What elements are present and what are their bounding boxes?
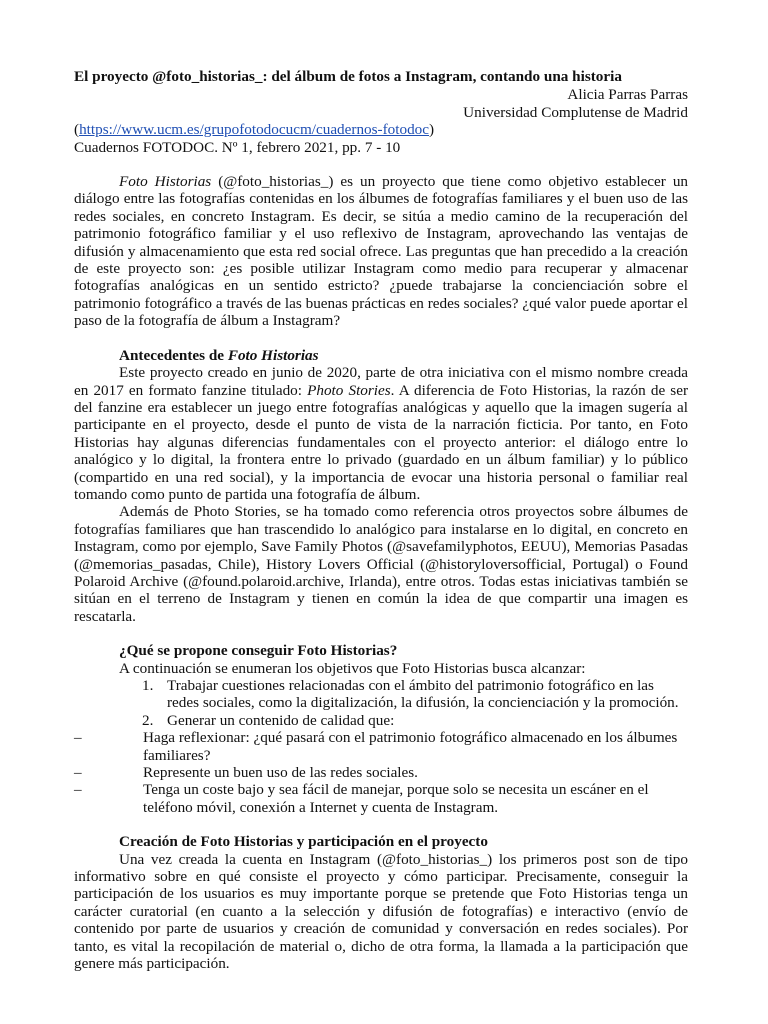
link-open-paren: ( — [74, 121, 80, 139]
author-name: Alicia Parras Parras — [567, 86, 688, 104]
spacer — [74, 816, 688, 833]
list-item-text: Generar un contenido de calidad que: — [167, 711, 395, 729]
list-dash: – — [74, 781, 82, 799]
list-dash: – — [74, 729, 82, 747]
intro-text: (@foto_historias_) es un proyecto que tiene como objetivo establecer un diálogo entre las fotografías contenidas en los álbumes de fotografías familiares y el buen uso de las redes sociales, en concreto Instagram. Es decir, se sitúa a medio camino de la recuperación del patrimonio fotográfico familiar y el uso reflexivo de Instagram, aprovechando las ventajas de difusión y almacenamiento que esta red social ofrece. Las preguntas que han precedido a la creación de este proyecto son: ¿es posible utilizar Instagram como medio para recuperar y almacenar fotografías analógicas en un sentido estricto? ¿puede trabajarse la concienciación sobre el patrimonio fotográfico a través de las buenas prácticas en redes sociales? ¿qué valor puede aportar el paso de la fotografía de álbum a Instagram? — [74, 173, 689, 330]
list-item — [74, 764, 688, 781]
intro-paragraph — [74, 173, 688, 330]
list-item — [74, 677, 688, 712]
list-item-text: Trabajar cuestiones relacionadas con el ámbito del patrimonio fotográfico en las redes sociales, como la digitalización, la difusión, la concienciación y la promoción. — [167, 677, 679, 712]
link-close-paren: ) — [429, 121, 435, 139]
list-item-text: Represente un buen uso de las redes sociales. — [143, 764, 418, 782]
antecedentes-paragraph-1 — [74, 364, 688, 503]
paragraph-text: . A diferencia de Foto Historias, la razón de ser del fanzine era establecer un juego entre fotografías analógicas y aquello que la imagen sugería al participante en el proyecto, desde el punto de vista de la narración ficticia. Por tanto, en Foto Historias hay algunas diferencias fundamentales con el proyecto anterior: el diálogo entre lo analógico y lo digital, la frontera entre lo privado (guardado en un álbum familiar) y lo público (compartido en una red social), y la importancia de evocar una historia personal o familiar real tomando como punto de partida una fotografía de álbum. — [74, 381, 688, 503]
antecedentes-paragraph-2: Además de Photo Stories, se ha tomado como referencia otros proyectos sobre álbumes de fotografías familiares que han trascendido lo analógico para instalarse en lo digital, en concreto en Instagram, como por ejemplo, Save Family Photos (@savefamilyphotos, EEUU), Memorias Pasadas (@memorias_pasadas, Chile), History Lovers Official (@historyloversofficial, Portugal) o Found Polaroid Archive (@found.polaroid.archive, Irlanda), entre otros. Todas estas iniciativas también se sitúan en el terreno de Instagram y tienen en común la idea de que compartir una imagen es rescatarla. — [74, 503, 688, 625]
list-item-text: Haga reflexionar: ¿qué pasará con el patrimonio fotográfico almacenado en los álbumes familiares? — [143, 729, 678, 764]
spacer — [74, 156, 688, 173]
list-dash: – — [74, 764, 82, 782]
section-heading-antecedentes — [119, 347, 688, 364]
citation: Cuadernos FOTODOC. Nº 1, febrero 2021, pp. 7 - 10 — [74, 138, 401, 156]
spacer — [74, 625, 688, 642]
list-number: 1. — [142, 677, 154, 694]
intro-emphasis: Foto Historias — [119, 173, 212, 191]
numbered-list — [74, 677, 688, 729]
author-affiliation: Universidad Complutense de Madrid — [463, 103, 688, 121]
heading-emphasis: Foto Historias — [227, 346, 319, 364]
objetivos-intro: A continuación se enumeran los objetivos que Foto Historias busca alcanzar: — [119, 659, 586, 677]
paragraph-text: Este proyecto creado en junio de 2020, parte de otra iniciativa con el mismo nombre creada en 2017 en formato fanzine titulado: — [74, 364, 688, 399]
list-item — [74, 712, 688, 729]
source-link[interactable]: https://www.ucm.es/grupofotodocucm/cuadernos-fotodoc — [79, 121, 429, 139]
list-item — [74, 729, 688, 764]
source-link-line — [74, 121, 688, 138]
list-item — [74, 781, 688, 816]
list-item-text: Tenga un coste bajo y sea fácil de manejar, porque solo se necesita un escáner en el teléfono móvil, conexión a Internet y cuenta de Instagram. — [143, 781, 649, 816]
spacer — [74, 330, 688, 347]
section-heading-creacion: Creación de Foto Historias y participación en el proyecto — [119, 833, 488, 851]
list-number: 2. — [142, 711, 154, 729]
heading-prefix: Antecedentes de — [119, 346, 228, 364]
dash-list — [74, 729, 688, 816]
paragraph-emphasis: Photo Stories — [307, 381, 391, 399]
document-body — [74, 68, 688, 973]
section-heading-objetivos: ¿Qué se propone conseguir Foto Historias? — [119, 642, 398, 660]
creacion-paragraph-1: Una vez creada la cuenta en Instagram (@foto_historias_) los primeros post son de tipo informativo sobre en qué consiste el proyecto y cómo participar. Precisamente, conseguir la participación de los usuarios es muy importante porque se pretende que Foto Historias tenga un carácter curatorial (en cuanto a la selección y difusión de fotografías) e interactivo (envío de contenido por parte de usuarios y creación de comunidad y conversación en redes sociales). Por tanto, es vital la recopilación de material o, dicho de otra forma, la llamada a la participación que genere más participación. — [74, 850, 688, 973]
article-title: El proyecto @foto_historias_: del álbum de fotos a Instagram, contando una historia — [74, 68, 622, 85]
